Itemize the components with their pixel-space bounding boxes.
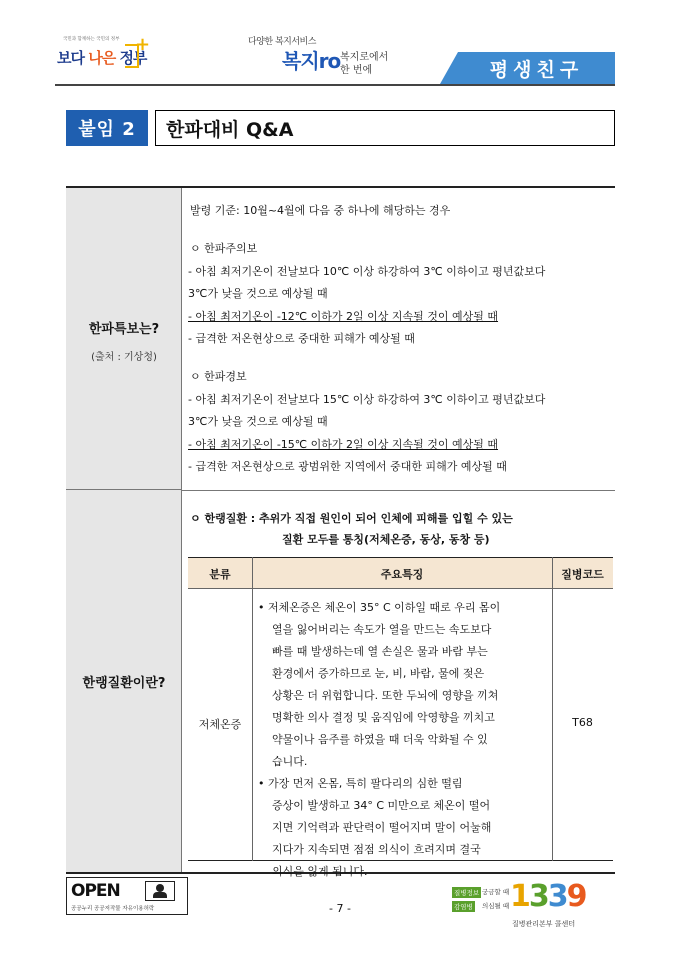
page-number: - 7 -	[329, 902, 351, 915]
feature-line: 의식을 잃게 됩니다.	[272, 865, 368, 878]
code-cell: T68	[572, 716, 593, 729]
header-divider	[55, 84, 615, 86]
header-banner: 평생친구	[458, 52, 615, 84]
feature-line: 증상이 발생하고 34° C 미만으로 체온이 떨어	[272, 799, 491, 812]
plus-icon: +	[135, 34, 151, 55]
bokjiro-logo: 다양한 복지서비스 복지ro 복지로에서 한 번에	[248, 37, 389, 76]
feature-line: 습니다.	[272, 755, 308, 768]
warning-line: - 아침 최저기온이 -15℃ 이하가 2일 이상 지속될 것이 예상될 때	[188, 438, 499, 451]
feature-line: • 가장 먼저 온몸, 특히 팔다리의 심한 떨림	[258, 777, 463, 790]
warning-line: 3℃가 낮을 것으로 예상될 때	[188, 415, 328, 428]
feature-line: 환경에서 증가하므로 눈, 비, 바람, 물에 젖은	[272, 667, 485, 680]
label-cell-cold-warning	[66, 188, 182, 490]
criteria-intro: 발령 기준: 10월~4월에 다음 중 하나에 해당하는 경우	[190, 204, 451, 217]
warning-heading: ㅇ 한파경보	[190, 370, 247, 383]
header-code: 질병코드	[561, 568, 604, 581]
header-features: 주요특징	[380, 568, 424, 581]
open-license-logo: OPEN 공공누리 공공저작물 자유이용허락	[66, 877, 188, 915]
banner-slant	[440, 52, 458, 84]
header-category: 분류	[209, 568, 231, 581]
person-icon	[145, 881, 175, 901]
row-divider	[182, 490, 615, 491]
column-divider	[552, 557, 553, 861]
category-cell: 저체온증	[198, 718, 242, 731]
feature-line: 명확한 의사 결정 및 움직임에 악영향을 끼치고	[272, 711, 495, 724]
advisory-line: - 아침 최저기온이 -12℃ 이하가 2일 이상 지속될 것이 예상될 때	[188, 310, 499, 323]
advisory-line: - 아침 최저기온이 전날보다 10℃ 이상 하강하여 3℃ 이하이고 평년값보다	[188, 265, 546, 278]
advisory-heading: ㅇ 한파주의보	[190, 242, 258, 255]
column-divider	[252, 557, 253, 861]
feature-line: 지다가 지속되면 점점 의식이 흐려지며 결국	[272, 843, 481, 856]
hotline-logo: 질병정보 궁금할 때 감염병 의심될 때 1339 질병관리본부 콜센터	[454, 879, 586, 928]
cold-warning-label: 한파특보는?	[88, 322, 160, 337]
definition-line: 질환 모두를 통칭(저체온증, 동상, 동창 등)	[282, 533, 490, 546]
feature-line: 지면 기억력과 판단력이 떨어지며 말이 어눌해	[272, 821, 492, 834]
feature-line: 약물이나 음주를 하였을 때 더욱 악화될 수 있	[272, 733, 488, 746]
government-logo: 국민과 함께하는 국민의 정부 보다 나은 정부 +	[57, 34, 151, 67]
feature-line: 상황은 더 위험합니다. 또한 두뇌에 영향을 끼쳐	[272, 689, 499, 702]
definition-line: ㅇ 한랭질환 : 추위가 직접 원인이 되어 인체에 피해를 입힐 수 있는	[190, 512, 513, 525]
page-title: 한파대비 Q&A	[155, 110, 615, 146]
feature-line: 열을 잃어버리는 속도가 열을 만드는 속도보다	[272, 623, 492, 636]
warning-line: - 급격한 저온현상으로 광범위한 지역에서 중대한 피해가 예상될 때	[188, 460, 507, 473]
hotline-number: 1339	[510, 879, 586, 914]
attachment-tag: 붙임 2	[66, 110, 148, 146]
advisory-line: 3℃가 낮을 것으로 예상될 때	[188, 287, 328, 300]
cold-illness-label: 한랭질환이란?	[82, 676, 166, 691]
warning-line: - 아침 최저기온이 전날보다 15℃ 이상 하강하여 3℃ 이하이고 평년값보다	[188, 393, 546, 406]
advisory-line: - 급격한 저온현상으로 중대한 피해가 예상될 때	[188, 332, 415, 345]
feature-line: • 저체온증은 체온이 35° C 이하일 때로 우리 몸이	[258, 601, 501, 614]
source-note: (출처 : 기상청)	[91, 352, 157, 363]
feature-line: 빠를 때 발생하는데 열 손실은 물과 바람 부는	[272, 645, 488, 658]
